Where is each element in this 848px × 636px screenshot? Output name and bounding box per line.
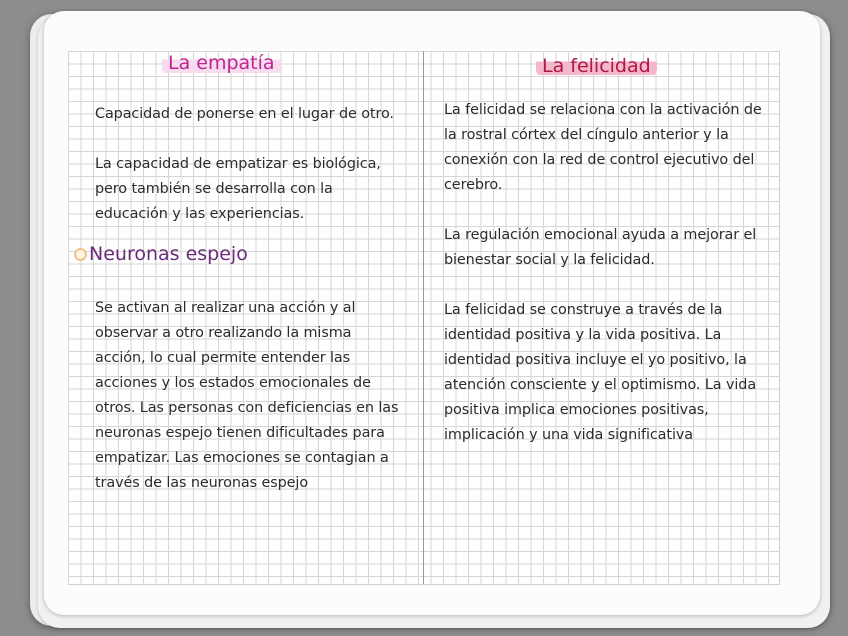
text-line: identidad positiva incluye el yo positivo, la xyxy=(444,352,747,368)
text-line: acciones y los estados emocionales de xyxy=(95,375,371,391)
section-title: Neuronas espejo xyxy=(89,243,248,265)
text-line: otros. Las personas con deficiencias en las xyxy=(95,400,399,416)
text-line: Se activan al realizar una acción y al xyxy=(95,300,356,316)
text-line: La felicidad se construye a través de la xyxy=(444,302,723,318)
text-line: educación y las experiencias. xyxy=(95,206,305,222)
left-page-title: La empatía xyxy=(162,52,281,74)
text-line: acción, lo cual permite entender las xyxy=(95,350,351,366)
text-line: la rostral córtex del cíngulo anterior y la xyxy=(444,127,729,143)
section-heading-neuronas xyxy=(74,242,248,266)
right-paragraph-regulation xyxy=(444,223,756,273)
right-page-title: La felicidad xyxy=(536,55,657,77)
text-line: través de las neuronas espejo xyxy=(95,475,309,491)
text-line: identidad positiva y la vida positiva. La xyxy=(444,327,722,343)
page-divider xyxy=(423,51,424,584)
text-line: conexión con la red de control ejecutivo del xyxy=(444,152,755,168)
text-line: empatizar. Las emociones se contagian a xyxy=(95,450,389,466)
left-paragraph-biology xyxy=(95,152,381,227)
circle-bullet-icon xyxy=(74,248,87,261)
text-line: atención consciente y el optimismo. La vida xyxy=(444,377,757,393)
text-line: La capacidad de empatizar es biológica, xyxy=(95,156,381,172)
text-line: pero también se desarrolla con la xyxy=(95,181,333,197)
right-paragraph-brain xyxy=(444,98,762,198)
right-paragraph-identity xyxy=(444,298,756,448)
text-line: observar a otro realizando la misma xyxy=(95,325,352,341)
text-line: Capacidad de ponerse en el lugar de otro. xyxy=(95,106,394,122)
text-line: implicación y una vida significativa xyxy=(444,427,693,443)
text-line: cerebro. xyxy=(444,177,503,193)
text-line: La felicidad se relaciona con la activación de xyxy=(444,102,762,118)
text-line: bienestar social y la felicidad. xyxy=(444,252,655,268)
text-line: neuronas espejo tienen dificultades para xyxy=(95,425,385,441)
left-paragraph-mirror-neurons xyxy=(95,296,398,496)
left-paragraph-definition xyxy=(95,102,394,127)
text-line: positiva implica emociones positivas, xyxy=(444,402,709,418)
text-line: La regulación emocional ayuda a mejorar el xyxy=(444,227,757,243)
